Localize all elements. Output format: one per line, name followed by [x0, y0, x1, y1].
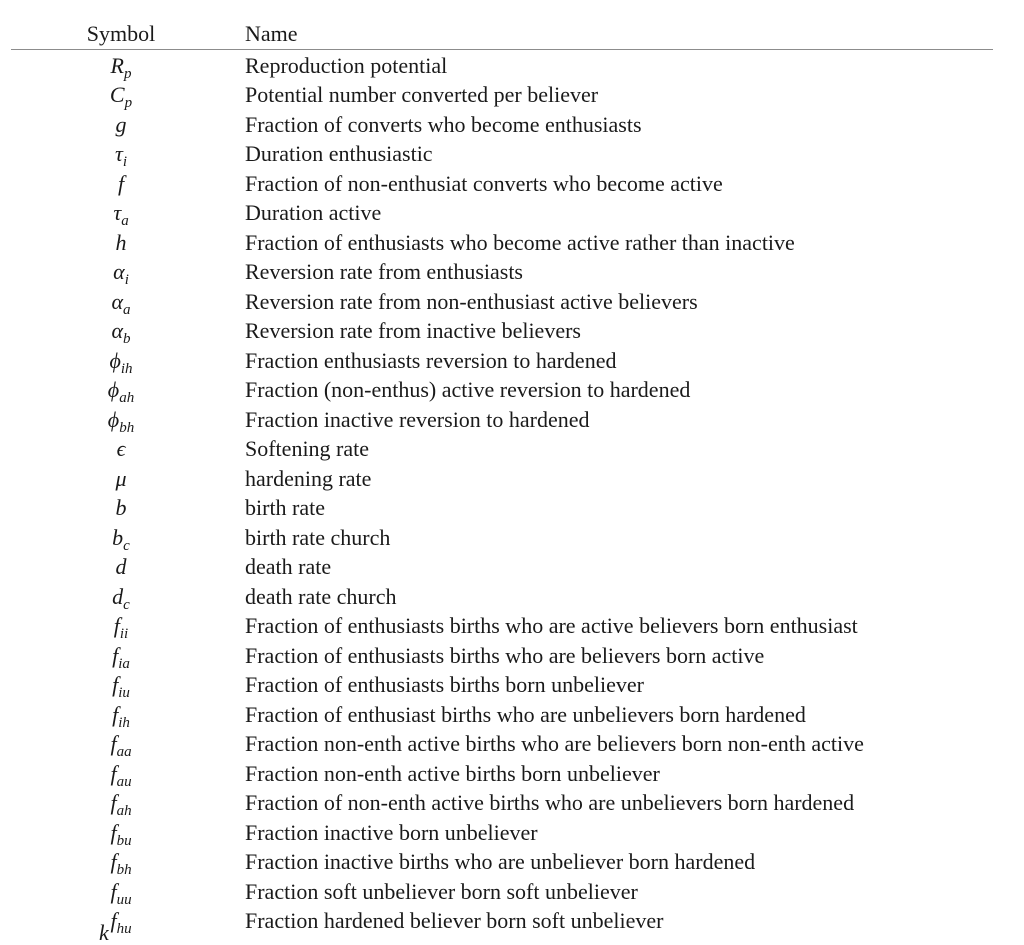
- symbol-subscript: ih: [120, 360, 133, 377]
- clipped-next-row: [99, 920, 129, 945]
- symbol-subscript: ah: [116, 803, 132, 820]
- symbol-subscript: au: [116, 773, 132, 790]
- symbol-table: [11, 14, 993, 936]
- symbol-cell: [11, 466, 231, 492]
- symbol: [112, 583, 130, 613]
- symbol-base: f: [110, 819, 117, 845]
- symbol: [112, 642, 130, 672]
- table-row: [11, 877, 993, 907]
- symbol: [116, 112, 127, 137]
- symbol-base: b: [115, 495, 127, 521]
- table-row: [11, 287, 993, 317]
- name-cell: Fraction non-enth active births who are believers born non-enth active: [245, 731, 864, 757]
- symbol-cell: [11, 230, 231, 256]
- table-header: [11, 14, 993, 49]
- symbol-subscript: bh: [119, 419, 135, 436]
- symbol: [110, 731, 132, 761]
- symbol-cell: [11, 171, 231, 197]
- symbol-cell: [11, 259, 231, 289]
- name-cell: Fraction of converts who become enthusiasts: [245, 111, 642, 137]
- name-cell: Fraction of enthusiasts births who are active believers born enthusiast: [245, 613, 858, 639]
- table-row: [11, 110, 993, 140]
- name-cell: Softening rate: [245, 436, 370, 462]
- symbol-cell: [11, 112, 231, 138]
- symbol: [107, 377, 135, 407]
- table-row: [11, 464, 993, 494]
- symbol-subscript: a: [123, 301, 131, 318]
- symbol: [110, 760, 132, 790]
- name-cell: Potential number converted per believer: [245, 82, 599, 108]
- table-row: [11, 346, 993, 376]
- name-cell: Fraction hardened believer born soft unbeliever: [245, 908, 664, 934]
- symbol: [116, 230, 127, 255]
- name-cell: Duration active: [245, 200, 382, 226]
- symbol-base: ϕ: [107, 406, 120, 432]
- clipped-symbol: k: [99, 920, 109, 945]
- name-cell: death rate: [245, 554, 332, 580]
- symbol-cell: [11, 318, 231, 348]
- symbol-base: τ: [113, 200, 122, 226]
- symbol-base: d: [112, 583, 124, 609]
- symbol-base: f: [112, 642, 119, 668]
- symbol-cell: [11, 406, 231, 436]
- symbol-base: τ: [114, 141, 123, 167]
- symbol-base: b: [112, 524, 124, 550]
- name-cell: Reversion rate from non-enthusiast active believers: [245, 288, 698, 314]
- header-symbol: Symbol: [86, 21, 156, 46]
- symbol-cell: [11, 347, 231, 377]
- name-cell: Fraction of non-enthusiat converts who become active: [245, 170, 723, 196]
- symbol-base: d: [115, 554, 127, 580]
- symbol-cell: [11, 731, 231, 761]
- symbol-cell: [11, 760, 231, 790]
- symbol-subscript: ii: [119, 626, 129, 643]
- table-row: [11, 641, 993, 671]
- symbol: [118, 171, 124, 196]
- name-cell: death rate church: [245, 583, 397, 609]
- table-row: [11, 169, 993, 199]
- symbol-subscript: bh: [116, 862, 132, 879]
- table-row: [11, 582, 993, 612]
- table-row: [11, 523, 993, 553]
- symbol-cell: [11, 200, 231, 230]
- symbol-base: ϕ: [107, 377, 120, 403]
- symbol: [116, 554, 127, 579]
- symbol-subscript: p: [123, 65, 132, 82]
- name-cell: Fraction inactive reversion to hardened: [245, 406, 590, 432]
- symbol: [110, 878, 132, 908]
- table-row: [11, 818, 993, 848]
- table-row: [11, 376, 993, 406]
- header-rule: [11, 49, 993, 50]
- symbol-base: α: [111, 288, 124, 314]
- table-row: [11, 140, 993, 170]
- symbol-subscript: p: [124, 95, 133, 112]
- symbol-subscript: bu: [116, 832, 132, 849]
- symbol: [109, 82, 133, 112]
- name-cell: Fraction enthusiasts reversion to hardened: [245, 347, 617, 373]
- symbol-cell: [11, 701, 231, 731]
- name-cell: birth rate church: [245, 524, 391, 550]
- symbol-cell: [11, 819, 231, 849]
- table-row: [11, 907, 993, 937]
- symbol-subscript: iu: [118, 685, 130, 702]
- symbol: [110, 849, 132, 879]
- symbol: [116, 495, 127, 520]
- symbol-base: α: [111, 318, 124, 344]
- table-body: [11, 51, 993, 936]
- name-cell: Fraction non-enth active births born unbeliever: [245, 760, 660, 786]
- symbol-subscript: c: [123, 596, 130, 613]
- symbol: [110, 819, 132, 849]
- symbol: [111, 318, 131, 348]
- symbol-subscript: c: [123, 537, 130, 554]
- symbol-base: f: [112, 701, 119, 727]
- symbol-base: f: [110, 849, 117, 875]
- symbol-cell: [11, 377, 231, 407]
- symbol-cell: [11, 141, 231, 171]
- symbol-base: f: [112, 672, 119, 698]
- symbol: [114, 141, 128, 171]
- table-row: [11, 848, 993, 878]
- symbol-subscript: ah: [119, 390, 135, 407]
- symbol-cell: [11, 82, 231, 112]
- symbol-cell: [11, 524, 231, 554]
- table-row: [11, 700, 993, 730]
- name-cell: Reproduction potential: [245, 52, 448, 78]
- symbol-cell: [11, 613, 231, 643]
- symbol-base: f: [117, 170, 125, 196]
- symbol-base: R: [110, 52, 124, 78]
- table-row: [11, 494, 993, 524]
- table-row: [11, 51, 993, 81]
- name-cell: birth rate: [245, 495, 326, 521]
- table-row: [11, 435, 993, 465]
- name-cell: Fraction of enthusiasts who become active rather than inactive: [245, 229, 795, 255]
- header-name: Name: [245, 21, 298, 46]
- symbol-base: ϕ: [109, 347, 121, 373]
- symbol-cell: [11, 495, 231, 521]
- symbol-cell: [11, 642, 231, 672]
- symbol-base: μ: [115, 465, 127, 491]
- table-row: [11, 405, 993, 435]
- symbol-cell: [11, 436, 231, 462]
- symbol-cell: [11, 52, 231, 82]
- table-row: [11, 730, 993, 760]
- symbol-subscript: uu: [116, 891, 132, 908]
- table-row: [11, 317, 993, 347]
- symbol-subscript: i: [124, 272, 129, 289]
- symbol-subscript: i: [122, 154, 128, 171]
- symbol-base: f: [110, 878, 117, 904]
- symbol-base: ϵ: [116, 436, 126, 462]
- symbol: [113, 200, 129, 230]
- symbol-cell: [11, 849, 231, 879]
- symbol-base: C: [109, 82, 125, 108]
- symbol-base: g: [115, 111, 127, 137]
- name-cell: Fraction of enthusiasts births born unbeliever: [245, 672, 644, 698]
- symbol-base: f: [113, 613, 120, 639]
- symbol-subscript: ia: [118, 655, 130, 672]
- name-cell: Fraction (non-enthus) active reversion to hardened: [245, 377, 691, 403]
- symbol: [112, 672, 130, 702]
- table-row: [11, 258, 993, 288]
- symbol-subscript: aa: [116, 744, 132, 761]
- symbol-base: f: [110, 760, 117, 786]
- symbol: [113, 259, 129, 289]
- symbol-cell: [11, 878, 231, 908]
- name-cell: Fraction of non-enth active births who are unbelievers born hardened: [245, 790, 855, 816]
- symbol-base: α: [113, 259, 125, 285]
- name-cell: Duration enthusiastic: [245, 141, 433, 167]
- table-row: [11, 228, 993, 258]
- symbol: [113, 613, 129, 643]
- symbol-subscript: ih: [118, 714, 130, 731]
- name-cell: Fraction of enthusiast births who are unbelievers born hardened: [245, 701, 806, 727]
- name-cell: Reversion rate from enthusiasts: [245, 259, 523, 285]
- table-row: [11, 671, 993, 701]
- symbol-cell: [11, 583, 231, 613]
- symbol-cell: [11, 288, 231, 318]
- symbol: [112, 524, 130, 554]
- table-row: [11, 199, 993, 229]
- symbol-cell: [11, 554, 231, 580]
- table-row: [11, 789, 993, 819]
- name-cell: Fraction inactive born unbeliever: [245, 819, 538, 845]
- symbol-subscript: hu: [116, 921, 132, 938]
- symbol-subscript: a: [121, 213, 129, 230]
- symbol: [110, 52, 132, 82]
- symbol: [107, 406, 135, 436]
- table-row: [11, 81, 993, 111]
- table-row: [11, 759, 993, 789]
- symbol: [117, 436, 126, 461]
- symbol-base: f: [110, 731, 117, 757]
- name-cell: Fraction of enthusiasts births who are believers born active: [245, 642, 765, 668]
- table-row: [11, 553, 993, 583]
- symbol: [110, 790, 132, 820]
- symbol-base: h: [115, 229, 127, 255]
- symbol: [115, 466, 126, 491]
- symbol: [109, 347, 133, 377]
- symbol-base: f: [110, 908, 117, 934]
- symbol: [112, 701, 130, 731]
- name-cell: hardening rate: [245, 465, 372, 491]
- symbol: [111, 288, 131, 318]
- symbol-subscript: b: [123, 331, 131, 348]
- name-cell: Fraction soft unbeliever born soft unbeliever: [245, 878, 638, 904]
- symbol-cell: [11, 790, 231, 820]
- symbol-cell: [11, 672, 231, 702]
- name-cell: Fraction inactive births who are unbeliever born hardened: [245, 849, 756, 875]
- name-cell: Reversion rate from inactive believers: [245, 318, 581, 344]
- symbol-base: f: [110, 790, 117, 816]
- table-row: [11, 612, 993, 642]
